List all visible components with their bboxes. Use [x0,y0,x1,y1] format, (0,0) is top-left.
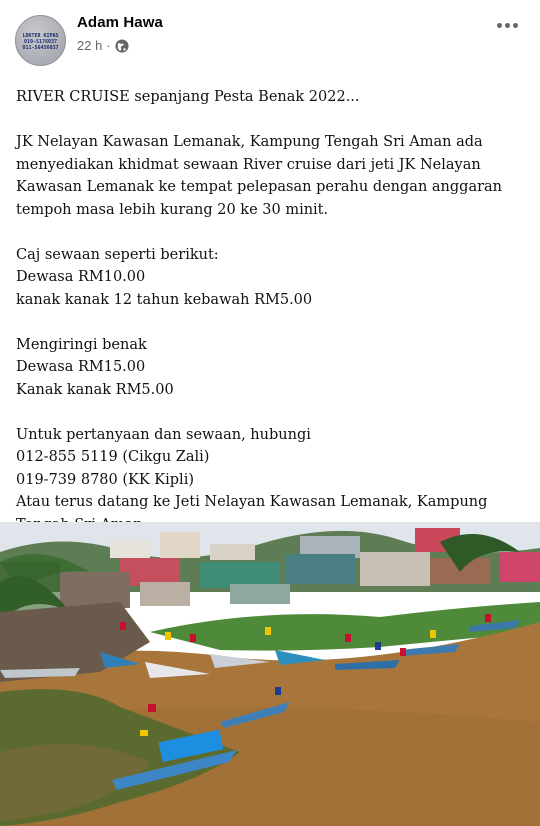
post-line: Atau terus datang ke Jeti Nelayan Kawasan Lemanak, Kampung [16,494,488,510]
timestamp[interactable]: 22 h [77,38,103,53]
post-meta [77,38,129,53]
post-line: Mengiringi benak [16,336,147,353]
post-line: Untuk pertanyaan dan sewaan, hubungi [16,426,311,443]
post-line: Dewasa RM10.00 [16,269,146,285]
phone-line[interactable]: 019-739 8780 (KK Kipli) [16,471,194,488]
post-photo[interactable] [0,522,540,826]
globe-icon[interactable] [115,39,129,53]
blank-line [16,221,528,244]
avatar-text-line: 010-5176037 [23,39,58,45]
blank-line [16,109,528,132]
post-line: kanak kanak 12 tahun kebawah RM5.00 [16,291,313,308]
river-boats-photo [0,522,540,826]
post-line: Caj sewaan seperti berikut: [16,246,219,263]
post-header [0,0,540,80]
more-horizontal-icon [497,23,502,28]
phone-line[interactable]: 012-855 5119 (Cikgu Zali) [16,449,210,465]
avatar[interactable] [15,15,66,66]
post-paragraph: JK Nelayan Kawasan Lemanak, Kampung Tengah Sri Aman ada menyediakan khidmat sewaan River cruise dari jeti JK Nelayan Kawasan Lemanak ke tempat pelepasan perahu dengan anggaran tempoh masa lebih kurang 20 ke 30 minit. [16,134,502,218]
post-text [16,86,528,536]
blank-line [16,311,528,334]
avatar-text-line: LOKTER KIPAS [22,33,59,39]
more-dot [505,23,510,28]
post-line: Dewasa RM15.00 [16,359,146,375]
blank-line [16,401,528,424]
avatar-text-line: 011-56456037 [22,45,59,51]
more-options-button[interactable] [497,15,518,35]
author-name[interactable]: Adam Hawa [77,14,163,31]
post-title-line: RIVER CRUISE sepanjang Pesta Benak 2022... [16,89,360,105]
more-dot [513,23,518,28]
post-line: Kanak kanak RM5.00 [16,381,174,398]
meta-separator: · [106,38,111,53]
